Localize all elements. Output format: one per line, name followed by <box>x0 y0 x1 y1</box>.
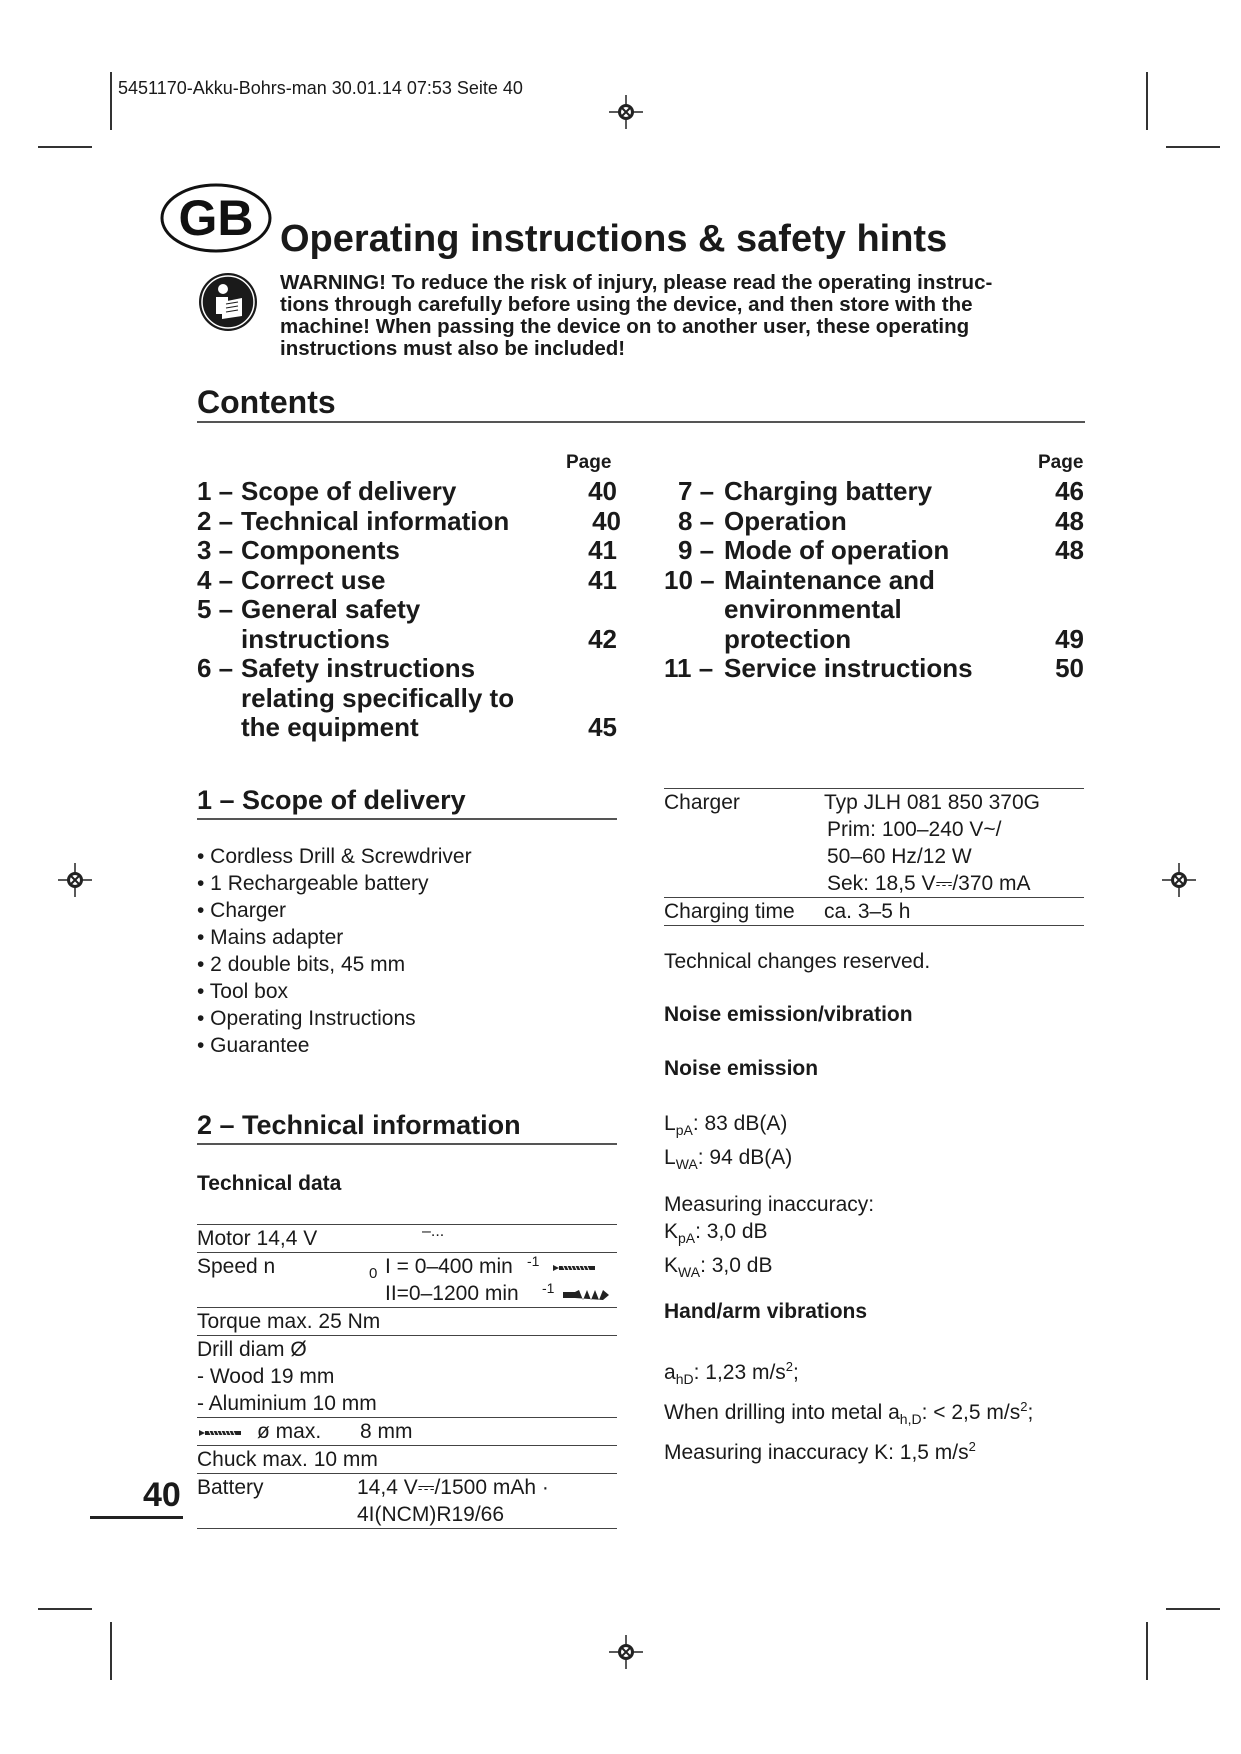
list-item: • Operating Instructions <box>197 1007 416 1030</box>
toc-item-cont[interactable]: instructions 42 <box>241 623 617 654</box>
scope-list <box>197 843 472 1059</box>
cell: - Wood 19 mm <box>197 1365 335 1388</box>
contents-rule <box>197 421 1085 423</box>
crop-mark <box>38 1608 92 1610</box>
page-number: 40 <box>143 1476 181 1514</box>
cell: ø max. <box>257 1420 322 1443</box>
list-item: • Cordless Drill & Screwdriver <box>197 845 472 868</box>
crop-mark <box>1146 72 1148 130</box>
toc-item[interactable]: 6 – Safety instructions <box>197 653 476 683</box>
technical-changes-note: Technical changes reserved. <box>664 950 931 973</box>
noise-values <box>664 1110 792 1178</box>
list-item: • Mains adapter <box>197 926 344 949</box>
contents-heading: Contents <box>197 384 336 420</box>
cell: Chuck max. 10 mm <box>197 1448 378 1471</box>
table-row <box>664 788 1084 897</box>
table-row <box>197 1307 617 1335</box>
dc-symbol: –... <box>422 1223 445 1240</box>
cell: 14,4 V⎓/1500 mAh · <box>357 1476 549 1499</box>
tech-subheading: Technical data <box>197 1172 342 1195</box>
gb-oval-icon <box>160 183 272 253</box>
screw-icon <box>553 1263 597 1273</box>
cell: Drill diam Ø <box>197 1338 307 1361</box>
list-item: • Charger <box>197 899 287 922</box>
cell: II=0–1200 min <box>385 1282 519 1305</box>
tech-table <box>197 1224 617 1529</box>
cell: Speed n <box>197 1255 276 1278</box>
cell: Typ JLH 081 850 370G <box>824 791 1040 814</box>
toc-item-cont[interactable]: protection 49 <box>724 623 1084 654</box>
toc-item[interactable]: 2 – Technical information 40 <box>197 505 621 536</box>
table-row <box>197 1417 617 1445</box>
warning-text <box>280 272 1080 360</box>
vibration-values <box>664 1353 1033 1466</box>
registration-mark-icon <box>609 1635 643 1669</box>
section-rule <box>197 818 617 820</box>
country-badge <box>160 183 272 253</box>
toc-item[interactable]: 8 – Operation 48 <box>678 505 1084 536</box>
table-row <box>197 1224 617 1252</box>
cell: Torque max. 25 Nm <box>197 1310 381 1333</box>
crop-mark <box>1166 146 1220 148</box>
list-item: • Guarantee <box>197 1034 310 1057</box>
table-row <box>664 897 1084 926</box>
toc-item[interactable]: 1 – Scope of delivery 40 <box>197 476 617 506</box>
cell: Prim: 100–240 V~/ <box>827 818 1002 841</box>
read-manual-icon <box>198 272 258 332</box>
screw-icon <box>199 1428 243 1438</box>
kpa-value: $K_{pA}$: 3,0 dB <box>664 1220 768 1247</box>
toc-item[interactable]: 5 – General safety <box>197 594 421 624</box>
warning-line: machine! When passing the device on to another user, these operating <box>280 315 970 338</box>
toc-item-cont[interactable]: the equipment 45 <box>241 712 617 742</box>
inaccuracy-k-value: Measuring inaccuracy K: 1,5 $m/s^2$ <box>664 1439 976 1465</box>
warning-line: instructions must also be included! <box>280 337 626 360</box>
toc-item[interactable]: 3 – Components 41 <box>197 535 617 565</box>
cell: - Aluminium 10 mm <box>197 1392 377 1415</box>
lpa-value: $L_{pA}$: 83 dB(A) <box>664 1112 788 1139</box>
cell: ca. 3–5 h <box>824 900 911 923</box>
warning-line: tions through carefully before using the device, and then store with the <box>280 293 973 316</box>
section-heading-tech: 2 – Technical information <box>197 1110 521 1140</box>
page-number-rule <box>90 1516 183 1519</box>
cell: Battery <box>197 1476 264 1499</box>
section-rule <box>197 1143 617 1145</box>
list-item: • 2 double bits, 45 mm <box>197 953 406 976</box>
noise-vibration-heading: Noise emission/vibration <box>664 1003 913 1026</box>
metal-drilling-value: When drilling into metal $a_{h,D}$: < 2,5 $m/s^2$; <box>664 1399 1034 1428</box>
table-row <box>197 1335 617 1417</box>
cell: 0 <box>369 1265 378 1282</box>
cell: 50–60 Hz/12 W <box>827 845 972 868</box>
registration-mark-icon <box>1162 863 1196 897</box>
page-title: Operating instructions & safety hints <box>280 218 948 260</box>
kwa-value: $K_{WA}$: 3,0 dB <box>664 1254 773 1281</box>
crop-mark <box>110 1622 112 1680</box>
inaccuracy-label: Measuring inaccuracy: <box>664 1193 875 1216</box>
print-header: 5451170-Akku-Bohrs-man 30.01.14 07:53 Seite 40 <box>118 78 523 98</box>
cell: -1 <box>542 1280 555 1296</box>
cell: I = 0–400 min <box>385 1255 513 1278</box>
country-code: GB <box>178 190 254 246</box>
section-heading-scope: 1 – Scope of delivery <box>197 785 466 815</box>
charger-table <box>664 788 1084 926</box>
cell: 8 mm <box>360 1420 413 1443</box>
cell: Sek: 18,5 V⎓/370 mA <box>827 872 1031 895</box>
noise-emission-heading: Noise emission <box>664 1057 819 1080</box>
warning-line: WARNING! To reduce the risk of injury, please read the operating instruc- <box>280 271 993 294</box>
table-row <box>197 1252 617 1307</box>
crop-mark <box>1146 1622 1148 1680</box>
registration-mark-icon <box>609 95 643 129</box>
cell: Charging time <box>664 900 795 923</box>
toc-item[interactable]: 10 – Maintenance and <box>664 564 935 595</box>
toc-item[interactable]: 9 – Mode of operation 48 <box>678 535 1084 565</box>
toc-item[interactable]: 4 – Correct use 41 <box>197 564 617 595</box>
toc-right <box>664 477 1084 684</box>
list-item: • Tool box <box>197 980 289 1003</box>
crop-mark <box>110 72 112 130</box>
cell: 4I(NCM)R19/66 <box>357 1503 505 1526</box>
hand-arm-heading: Hand/arm vibrations <box>664 1300 868 1323</box>
crop-mark <box>1166 1608 1220 1610</box>
cell: Motor 14,4 V <box>197 1227 318 1250</box>
registration-mark-icon <box>58 863 92 897</box>
table-row <box>197 1445 617 1473</box>
crop-mark <box>38 146 92 148</box>
toc-left <box>197 476 621 743</box>
cell: Charger <box>664 791 740 814</box>
page-column-label: Page <box>1038 452 1084 473</box>
toc-item-cont[interactable]: environmental <box>724 594 902 624</box>
table-row <box>197 1473 617 1529</box>
drill-bit-icon <box>563 1289 611 1301</box>
toc-item[interactable]: 11 – Service instructions 50 <box>664 653 1084 683</box>
lwa-value: $L_{WA}$: 94 dB(A) <box>664 1146 793 1173</box>
toc-item[interactable]: 7 – Charging battery 46 <box>678 476 1084 506</box>
ahd-value: $a_{hD}$: 1,23 $m/s^2$; <box>664 1359 799 1388</box>
list-item: • 1 Rechargeable battery <box>197 872 429 895</box>
cell: -1 <box>527 1253 540 1269</box>
inaccuracy-values <box>664 1191 874 1286</box>
page-column-label: Page <box>566 452 612 473</box>
toc-item-cont[interactable]: relating specifically to <box>241 682 515 713</box>
